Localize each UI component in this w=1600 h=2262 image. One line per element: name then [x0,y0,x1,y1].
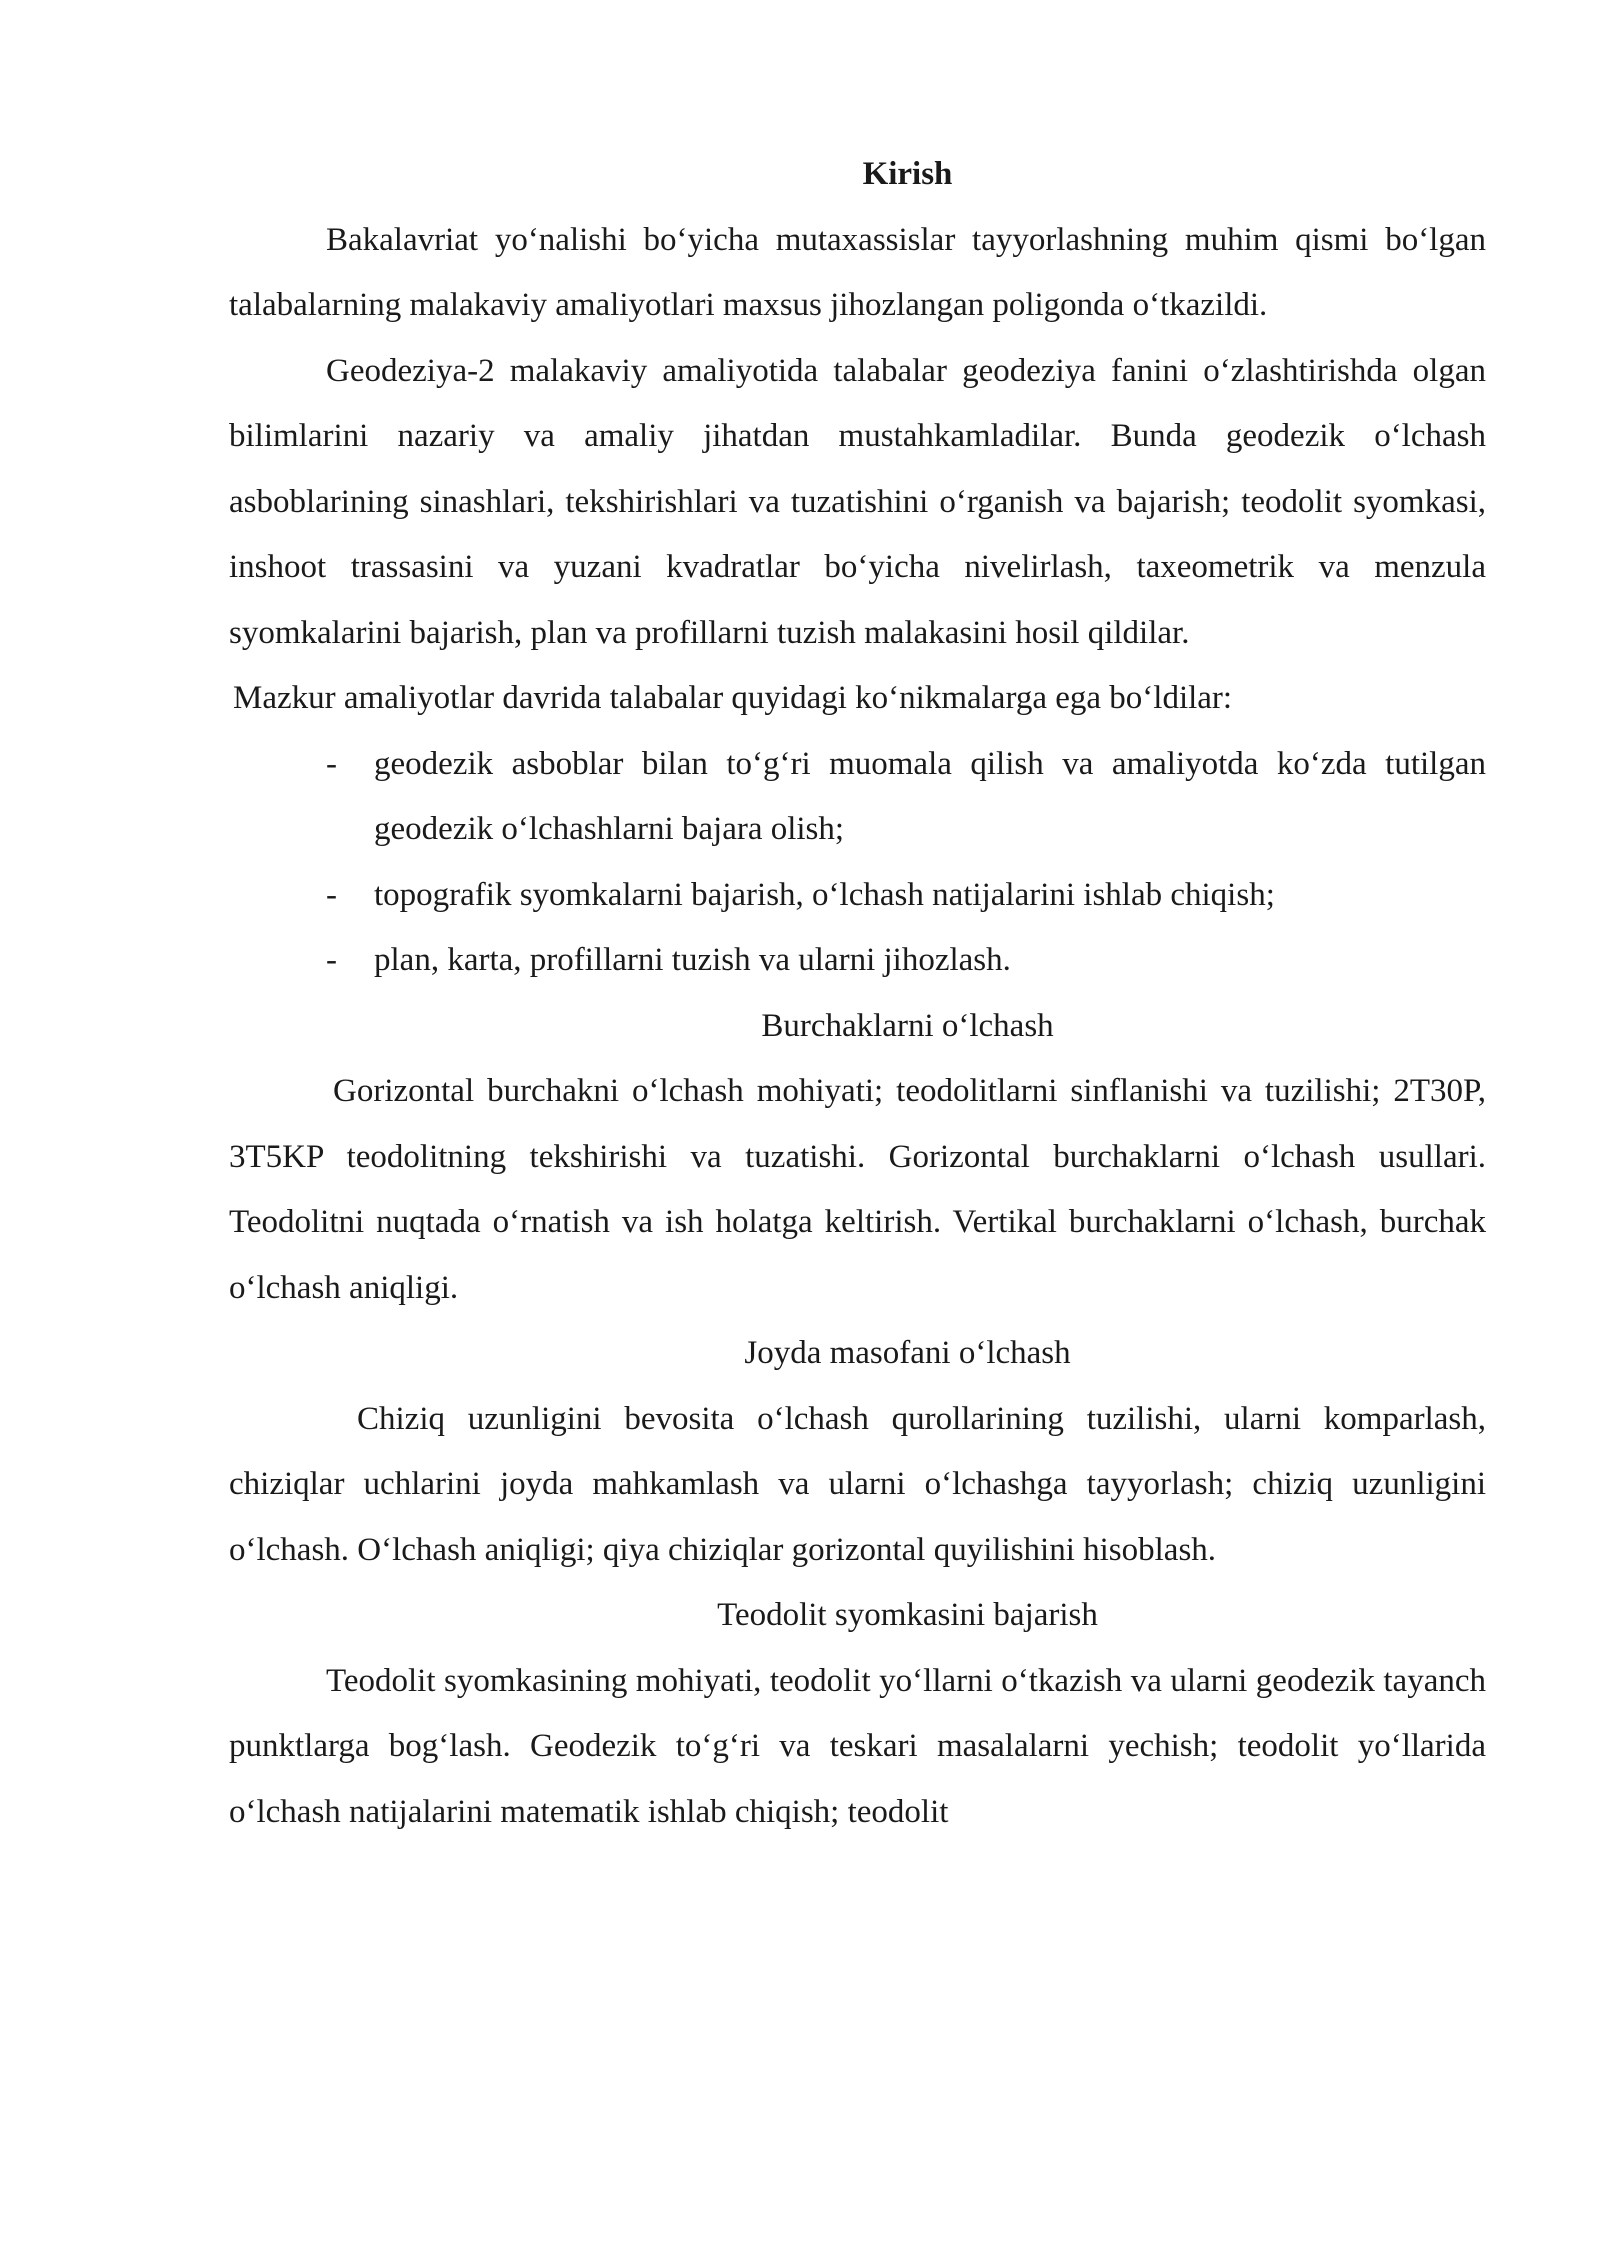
intro-paragraph-1: Bakalavriat yo‘nalishi bo‘yicha mutaxassislar tayyorlashning muhim qismi bo‘lgan talabalarning malakaviy amaliyotlari maxsus jihozlangan poligonda o‘tkazildi. [229,221,1486,323]
section-heading-distance: Joyda masofani o‘lchash [744,1335,1071,1371]
list-dash-marker: - [326,745,337,782]
skills-intro: Mazkur amaliyotlar davrida talabalar quyidagi ko‘nikmalarga ega bo‘ldilar: [233,680,1233,716]
list-dash-marker: - [326,942,337,978]
skills-list [229,732,1486,994]
section-heading-angles: Burchaklarni o‘lchash [761,1007,1054,1044]
list-item-text: plan, karta, profillarni tuzish va ularni jihozlash. [374,942,1011,978]
list-item-text: geodezik asboblar bilan to‘g‘ri muomala qilish va amaliyotda ko‘zda tutilgan geodezik o‘lchashlarni bajara olish; [374,745,1486,847]
page-content [229,142,1486,1845]
list-item [229,928,1486,994]
list-item [229,863,1486,929]
page-title: Kirish [862,156,953,192]
section-paragraph-distance: Chiziq uzunligini bevosita o‘lchash qurollarining tuzilishi, ularni komparlash, chiziqlar uchlarini joyda mahkamlash va ularni o‘lchashga tayyorlash; chiziq uzunligini o‘lchash. O‘lchash aniqligi; qiya chiziqlar gorizontal quyilishini hisoblash. [229,1400,1486,1568]
intro-paragraph-2: Geodeziya-2 malakaviy amaliyotida talabalar geodeziya fanini o‘zlashtirishda olgan bilimlarini nazariy va amaliy jihatdan mustahkamladilar. Bunda geodezik o‘lchash asboblarining sinashlari, tekshirishlari va tuzatishini o‘rganish va bajarish; teodolit syomkasi, inshoot trassasini va yuzani kvadratlar bo‘yicha nivelirlash, taxeometrik va menzula syomkalarini bajarish, plan va profillarni tuzish malakasini hosil qildilar. [229,352,1486,651]
section-paragraph-theodolite-survey: Teodolit syomkasining mohiyati, teodolit yo‘llarni o‘tkazish va ularni geodezik tayanch punktlarga bog‘lash. Geodezik to‘g‘ri va teskari masalalarni yechish; teodolit yo‘llarida o‘lchash natijalarini matematik ishlab chiqish; teodolit [229,1662,1486,1830]
list-item [229,732,1486,863]
section-heading-theodolite-survey: Teodolit syomkasini bajarish [717,1597,1098,1633]
list-item-text: topografik syomkalarni bajarish, o‘lchash natijalarini ishlab chiqish; [374,876,1275,913]
section-paragraph-angles: Gorizontal burchakni o‘lchash mohiyati; teodolitlarni sinflanishi va tuzilishi; 2T30P, 3T5KP teodolitning tekshirishi va tuzatishi. Gorizontal burchaklarni o‘lchash usullari. Teodolitni nuqtada o‘rnatish va ish holatga keltirish. Vertikal burchaklarni o‘lchash, burchak o‘lchash aniqligi. [229,1073,1486,1306]
list-dash-marker: - [326,876,337,913]
